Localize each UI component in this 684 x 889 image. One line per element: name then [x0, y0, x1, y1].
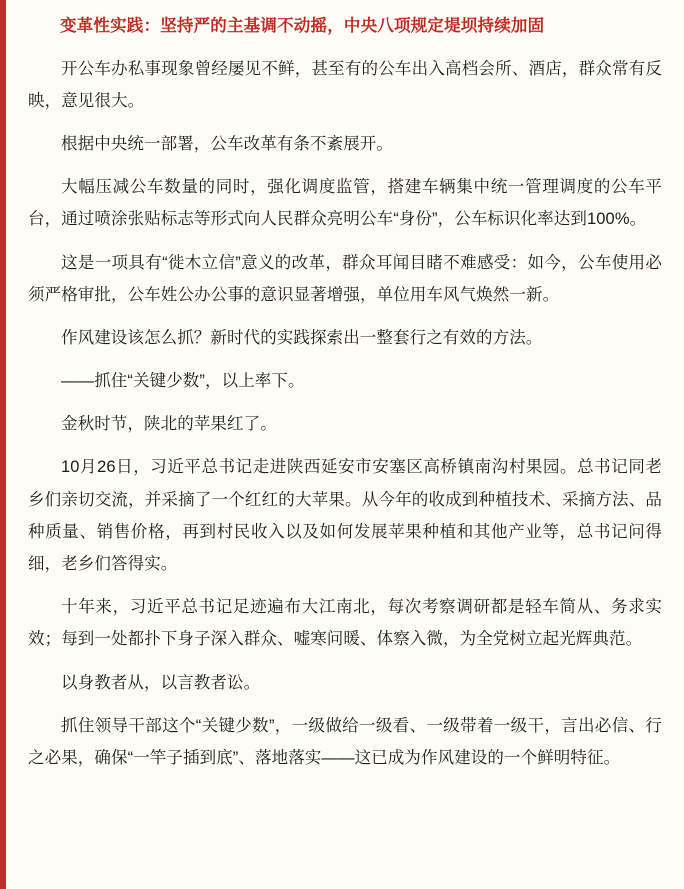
- article-paragraph: 作风建设该怎么抓？新时代的实践探索出一整套行之有效的方法。: [61, 328, 543, 347]
- article-body: [22, 14, 662, 774]
- article-paragraph: 以身教者从，以言教者讼。: [61, 673, 261, 692]
- article-paragraph: 这是一项具有“徙木立信”意义的改革，群众耳闻目睹不难感受：如今，公车使用必须严格审批，公车姓公办公事的意识显著增强，单位用车风气焕然一新。: [28, 253, 662, 304]
- article-paragraph: 开公车办私事现象曾经屡见不鲜，甚至有的公车出入高档会所、酒店，群众常有反映，意见很大。: [28, 59, 662, 110]
- article-paragraph: 金秋时节，陕北的苹果红了。: [61, 415, 277, 434]
- article-paragraph: 大幅压减公车数量的同时，强化调度监管，搭建车辆集中统一管理调度的公车平台，通过喷涂张贴标志等形式向人民群众亮明公车“身份”，公车标识化率达到100%。: [28, 178, 662, 229]
- article-paragraph: 根据中央统一部署，公车改革有条不紊展开。: [61, 135, 393, 154]
- article-paragraph: ——抓住“关键少数”，以上率下。: [61, 372, 305, 391]
- article-paragraph: 抓住领导干部这个“关键少数”，一级做给一级看、一级带着一级干，言出必信、行之必果，确保“一竿子插到底”、落地落实——这已成为作风建设的一个鲜明特征。: [28, 716, 662, 767]
- article-paragraph: 十年来，习近平总书记足迹遍布大江南北，每次考察调研都是轻车简从、务求实效；每到一处都扑下身子深入群众、嘘寒问暖、体察入微，为全党树立起光辉典范。: [28, 598, 662, 649]
- article-headline: 变革性实践：坚持严的主基调不动摇，中央八项规定堤坝持续加固: [60, 17, 545, 35]
- left-accent-rule: [0, 0, 6, 889]
- article-paragraph: 10月26日，习近平总书记走进陕西延安市安塞区高桥镇南沟村果园。总书记同老乡们亲切交流，并采摘了一个红红的大苹果。从今年的收成到种植技术、采摘方法、品种质量、销售价格，再到村民收入以及如何发展苹果种植和其他产业等，总书记问得细，老乡们答得实。: [28, 458, 662, 573]
